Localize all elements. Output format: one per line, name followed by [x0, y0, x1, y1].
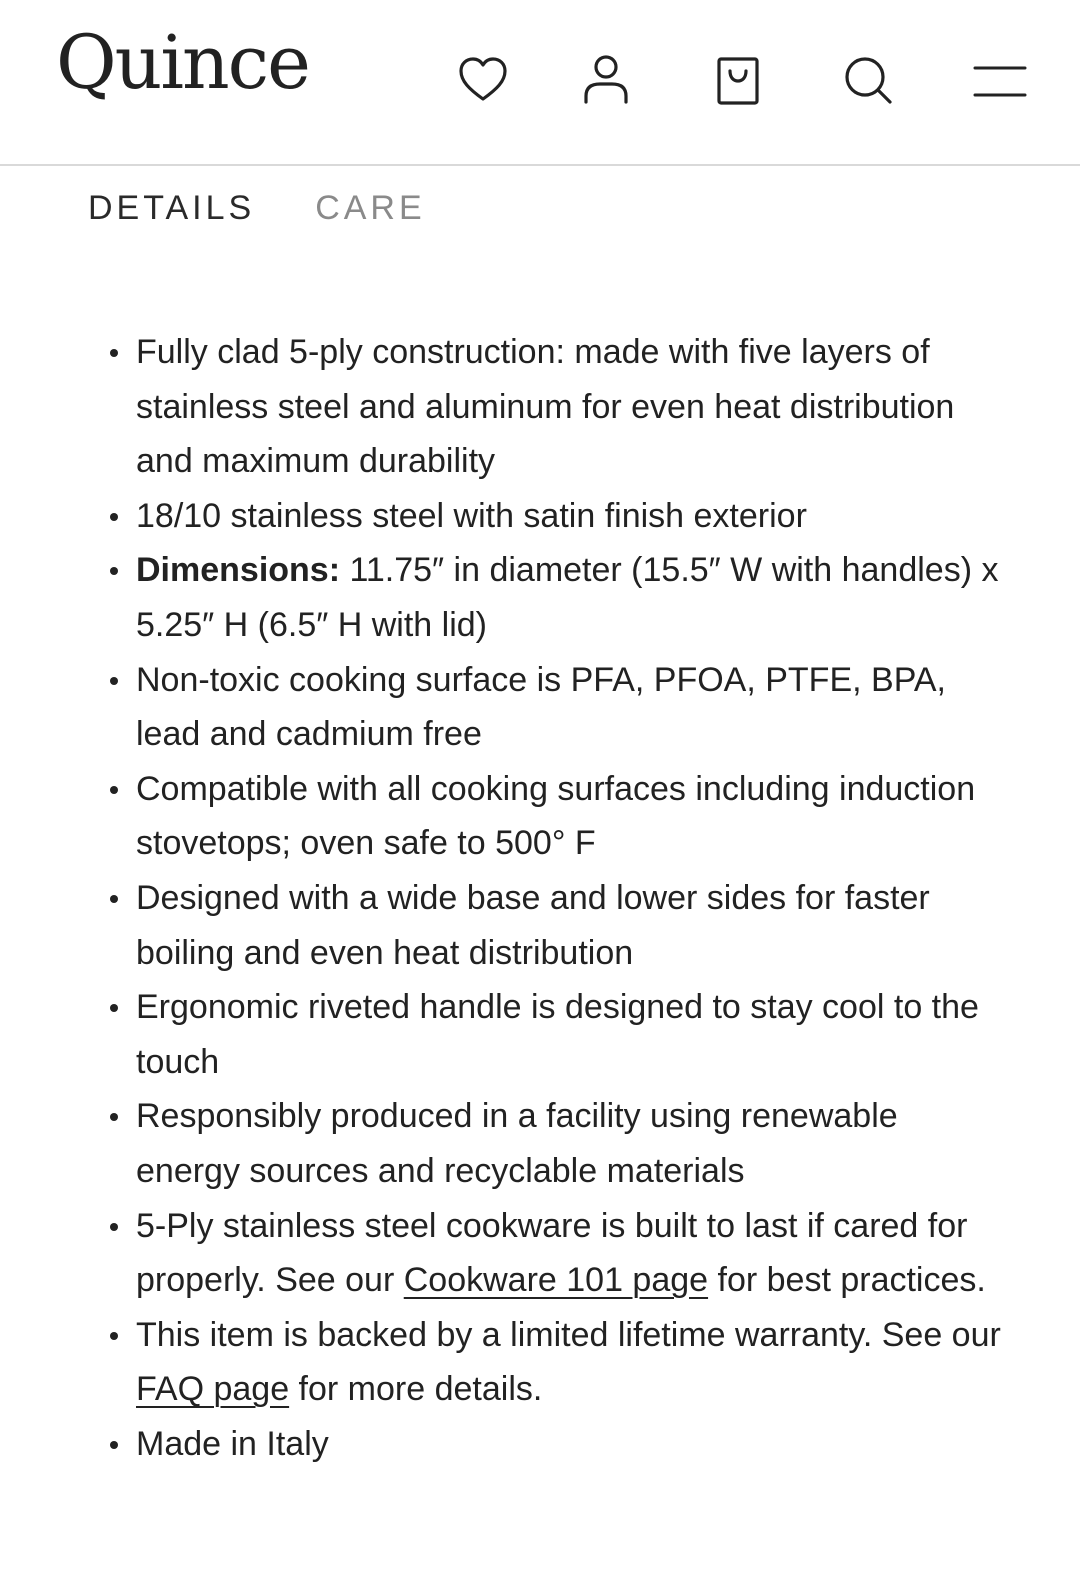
details-list — [108, 325, 1008, 1471]
list-item: This item is backed by a limited lifetime warranty. See our FAQ page for more details. — [108, 1308, 1008, 1417]
quince-logo[interactable]: Quince — [56, 20, 309, 106]
cookware-101-link[interactable]: Cookware 101 page — [403, 1261, 709, 1300]
list-item: Responsibly produced in a facility using renewable energy sources and recyclable materials — [108, 1089, 1008, 1198]
bag-icon[interactable] — [708, 50, 768, 110]
heart-icon[interactable] — [453, 50, 513, 110]
product-info-tabs — [88, 188, 426, 229]
list-item: 18/10 stainless steel with satin finish exterior — [108, 489, 1008, 544]
list-item: Compatible with all cooking surfaces including induction stovetops; oven safe to 500° F — [108, 762, 1008, 871]
tab-care[interactable]: CARE — [315, 189, 426, 227]
menu-icon[interactable] — [970, 50, 1030, 110]
list-item: Ergonomic riveted handle is designed to stay cool to the touch — [108, 980, 1008, 1089]
list-item: Fully clad 5-ply construction: made with five layers of stainless steel and aluminum for even heat distribution and maximum durability — [108, 325, 1008, 489]
site-header — [0, 0, 1080, 166]
user-icon[interactable] — [576, 50, 636, 110]
list-item: Non-toxic cooking surface is PFA, PFOA, PTFE, BPA, lead and cadmium free — [108, 653, 1008, 762]
list-item: 5-Ply stainless steel cookware is built to last if cared for properly. See our Cookware 101 page for best practices. — [108, 1199, 1008, 1308]
list-item: Made in Italy — [108, 1417, 1008, 1472]
faq-page-link[interactable]: FAQ page — [136, 1370, 290, 1409]
dimensions-label: Dimensions: — [136, 551, 341, 590]
search-icon[interactable] — [838, 50, 898, 110]
tab-details[interactable]: DETAILS — [88, 189, 256, 227]
list-item: Designed with a wide base and lower sides for faster boiling and even heat distribution — [108, 871, 1008, 980]
list-item: Dimensions: 11.75″ in diameter (15.5″ W with handles) x 5.25″ H (6.5″ H with lid) — [108, 543, 1008, 652]
details-panel — [108, 325, 1008, 1471]
